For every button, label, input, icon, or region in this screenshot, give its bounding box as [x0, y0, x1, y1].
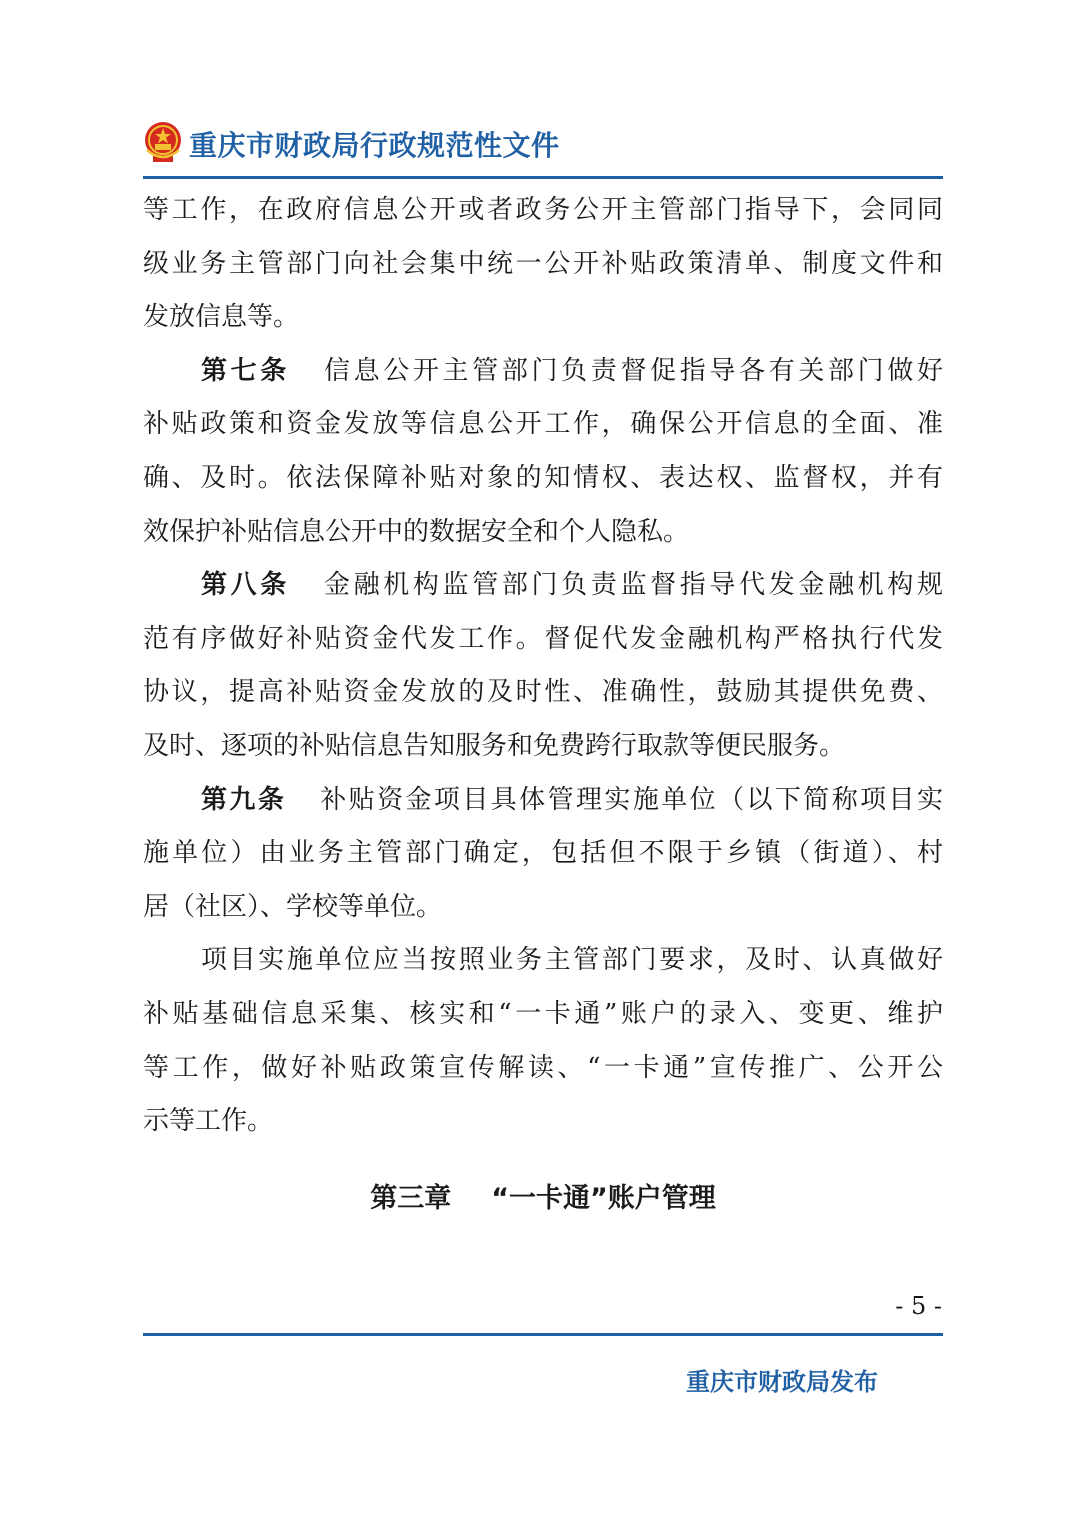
text-line: 项目实施单位应当按照业务主管部门要求，及时、认真做好 [201, 945, 943, 976]
text-line: 等工作，在政府信息公开或者政务公开主管部门指导下，会同同 [143, 195, 943, 225]
document-header [143, 118, 943, 174]
text-line: 示等工作。 [143, 1106, 274, 1137]
national-emblem-icon [143, 120, 183, 164]
article-label: 第八条 [201, 570, 290, 601]
text-line: 补贴政策和资金发放等信息公开工作，确保公开信息的全面、准 [143, 409, 943, 440]
text-line: 补贴基础信息采集、核实和“一卡通”账户的录入、变更、维护 [143, 998, 943, 1029]
article-8 [143, 559, 943, 773]
article-text: 金融机构监管部门负责监督指导代发金融机构规 [323, 570, 943, 601]
header-divider [143, 176, 943, 179]
text-line: 协议，提高补贴资金发放的及时性、准确性，鼓励其提供免费、 [143, 677, 943, 708]
text-line: 等工作，做好补贴政策宣传解读、“一卡通”宣传推广、公开公 [143, 1052, 943, 1083]
text-line: 效保护补贴信息公开中的数据安全和个人隐私。 [143, 516, 690, 547]
text-line [143, 345, 943, 399]
text-line [143, 774, 943, 828]
text-line [143, 559, 943, 613]
paragraph-implementation-units [143, 934, 943, 1148]
chapter-title: “一卡通”账户管理 [491, 1183, 716, 1214]
document-body [143, 184, 943, 1149]
footer-divider [143, 1333, 943, 1336]
footer-publisher: 重庆市财政局发布 [686, 1368, 878, 1396]
text-line: 施单位）由业务主管部门确定，包括但不限于乡镇（街道）、村 [143, 838, 943, 869]
chapter-heading [143, 1176, 943, 1215]
article-label: 第七条 [201, 355, 290, 386]
article-text: 补贴资金项目具体管理实施单位（以下简称项目实 [320, 784, 943, 815]
text-line: 居（社区）、学校等单位。 [143, 891, 443, 922]
text-line: 发放信息等。 [143, 302, 300, 333]
chapter-number: 第三章 [370, 1183, 452, 1214]
article-9 [143, 774, 943, 935]
page-number: - 5 - [895, 1292, 942, 1320]
article-label: 第九条 [201, 784, 287, 815]
text-line: 级业务主管部门向社会集中统一公开补贴政策清单、制度文件和 [143, 248, 943, 279]
paragraph-continuation [143, 184, 943, 345]
text-line: 确、及时。依法保障补贴对象的知情权、表达权、监督权，并有 [143, 462, 943, 493]
text-line: 及时、逐项的补贴信息告知服务和免费跨行取款等便民服务。 [143, 730, 846, 761]
text-line: 范有序做好补贴资金代发工作。督促代发金融机构严格执行代发 [143, 623, 943, 654]
header-title: 重庆市财政局行政规范性文件 [189, 129, 560, 162]
article-text: 信息公开主管部门负责督促指导各有关部门做好 [323, 355, 943, 386]
article-7 [143, 345, 943, 559]
